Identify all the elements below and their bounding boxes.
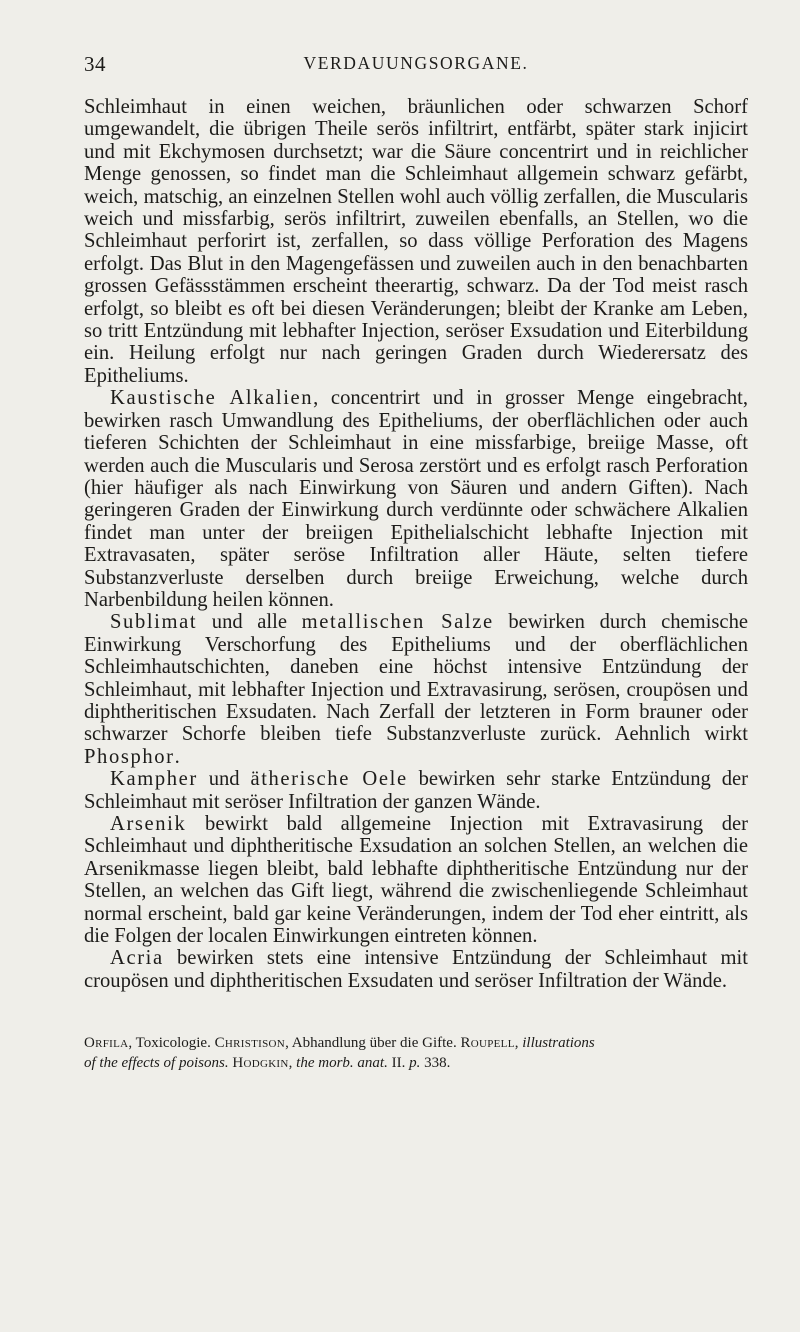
emphasized-term: ätherische Oele <box>250 768 408 791</box>
page-header <box>84 52 748 82</box>
text-run: bewirken stets eine intensive Entzündung der Schleimhaut mit croupösen und diphtheritischen Exsudaten und seröser Infiltration der Wände. <box>84 947 748 992</box>
footnote-line-1 <box>84 1033 764 1053</box>
footnote <box>84 1033 764 1073</box>
emphasized-term: Arsenik <box>110 813 187 835</box>
text-run: bewirkt bald allgemeine Injection mit Extravasirung der Schleimhaut und diphtheritische Exsudation an solchen Stellen, an welchen die Arsenikmasse liegen bleibt, bald lebhafte diphtheritische Entzündung nur der Stellen, an welchen das Gift liegt, während die zwischenliegende Schleimhaut normal erscheint, bald gar keine Veränderungen, indem der Tod eher eintritt, als die Folgen der localen Einwirkungen eintreten können. <box>84 813 748 948</box>
text-run: II. <box>387 1055 410 1071</box>
emphasized-term: Kaustische Alkalien <box>110 387 314 410</box>
paragraph-6 <box>84 947 748 992</box>
text-run: , concentrirt und in grosser Menge eingebracht, bewirken rasch Umwandlung des Epitheliums, der oberflächlichen oder auch tieferen Schichten der Schleimhaut in eine missfarbige, breiige Masse, oft werden auch die Muscularis und Serosa zerstört und es erfolgt rasch Perforation (hier häufiger als nach Einwirkung von Säuren und andern Giften). Nach geringeren Graden der Einwirkung durch verdünnte oder schwächere Alkalien findet man unter der breiigen Epithelialschicht lebhafte Injection mit Extravasaten, später seröse Infiltration aller Häute, selten tiefere Substanzverluste derselben durch breiige Erweichung, welche durch Narbenbildung heilen können. <box>84 387 748 611</box>
page-number: 34 <box>84 52 106 76</box>
italic-text: illustrations <box>522 1035 595 1051</box>
paragraph-4 <box>84 768 748 813</box>
italic-text: the morb. anat. <box>296 1055 388 1071</box>
emphasized-term: Phosphor <box>84 745 175 768</box>
footnote-line-2 <box>84 1053 764 1073</box>
emphasized-term: Sublimat <box>110 611 198 634</box>
author-name: Christison <box>214 1035 286 1051</box>
text-run: und alle <box>197 611 302 634</box>
paragraph-1 <box>84 96 748 387</box>
author-name: Hodgkin <box>232 1055 289 1071</box>
body-text <box>84 96 748 992</box>
text-run: , <box>288 1055 297 1071</box>
text-run: Schleimhaut in einen weichen, bräunlichen oder schwarzen Schorf umgewandelt, die übrigen Theile serös infiltrirt, entfärbt, später stark injicirt und mit Ekchymosen durchsetzt; war die Säure concentrirt und in reichlicher Menge genossen, so findet man die Schleimhaut allgemein schwarz gefärbt, weich, matschig, an einzelnen Stellen wohl auch völlig zerfallen, die Muscularis weich und missfarbig, serös infiltrirt, zuweilen ebenfalls, an Stellen, wo die Schleimhaut perforirt ist, zerfallen, so dass völlige Perforation des Magens erfolgt. Das Blut in den Magengefässen und zuweilen auch in den benachbarten grossen Gefässstämmen erscheint theerartig, schwarz. Da der Tod meist rasch erfolgt, so bleibt es oft bei diesen Veränderungen; bleibt der Kranke am Leben, so tritt Entzündung mit lebhafter Injection, seröser Exsudation und Eiterbildung ein. Heilung erfolgt nur nach geringen Graden durch Wiederersatz des Epitheliums. <box>84 96 748 387</box>
italic-text: of the effects of poisons. <box>84 1055 229 1071</box>
paragraph-3 <box>84 611 748 768</box>
emphasized-term: metallischen Salze <box>301 611 494 634</box>
text-run: 338. <box>420 1055 451 1071</box>
emphasized-term: Acria <box>110 947 164 970</box>
author-name: Roupell <box>460 1035 515 1051</box>
text-run: , Abhandlung über die Gifte. <box>285 1035 461 1051</box>
text-run: , <box>514 1035 523 1051</box>
paragraph-2 <box>84 387 748 611</box>
text-run: bewirken sehr starke Entzündung der Schleimhaut mit seröser Infiltration der ganzen Wände. <box>84 768 748 813</box>
italic-text: p. <box>409 1055 421 1071</box>
author-name: Orfila <box>84 1035 129 1051</box>
running-title: VERDAUUNGSORGANE. <box>303 53 529 73</box>
text-run: . <box>174 745 180 768</box>
text-run: , Toxicologie. <box>128 1035 215 1051</box>
emphasized-term: Kampher <box>110 768 198 791</box>
text-run: bewirken durch chemische Einwirkung Verschorfung des Epitheliums und der oberflächlichen Schleimhautschichten, daneben eine höchst intensive Entzündung der Schleimhaut, mit lebhafter Injection und Extravasirung, serösen, croupösen und diphtheritischen Exsudaten. Nach Zerfall der letzteren in Form brauner oder schwarzer Schorfe bleiben tiefe Substanzverluste zurück. Aehnlich wirkt <box>84 611 749 746</box>
paragraph-5 <box>84 813 748 947</box>
text-run: und <box>197 768 251 791</box>
